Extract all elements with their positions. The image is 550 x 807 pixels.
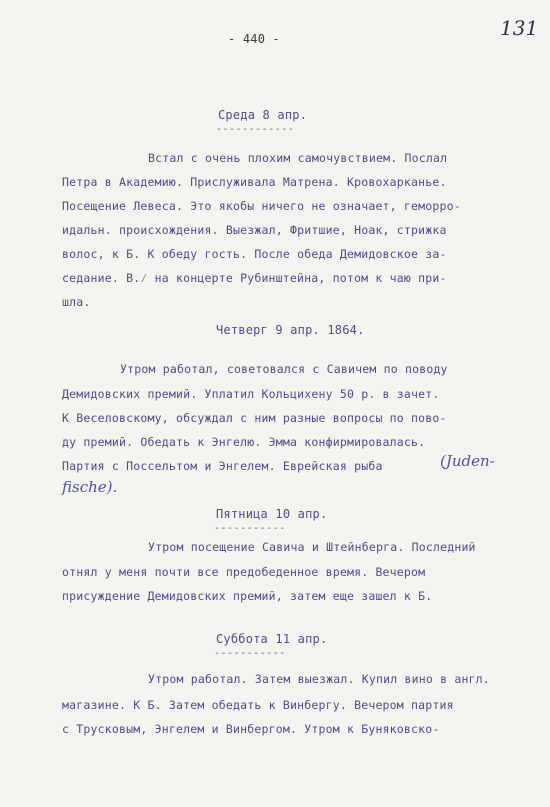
handwritten-note: fische).	[62, 478, 118, 496]
text-line: Демидовских премий. Уплатил Кольцихену 50 р. в зачет.	[62, 387, 440, 401]
entry-heading: Пятница 10 апр.	[216, 507, 328, 521]
page-number: - 440 -	[228, 32, 280, 46]
text-line: К Веселовскому, обсуждал с ним разные вопросы по пово-	[62, 411, 447, 425]
text-line: Утром работал, советовался с Савичем по поводу	[120, 362, 448, 376]
text-line: присуждение Демидовских премий, затем еще зашел к Б.	[62, 589, 433, 603]
text-line: Утром посещение Савича и Штейнберга. Последний	[148, 540, 476, 554]
text-line: седание. В.⁄ на концерте Рубинштейна, потом к чаю при-	[62, 271, 447, 285]
heading-underline: -----------	[214, 523, 286, 534]
text-line: Посещение Левеса. Это якобы ничего не означает, геморро-	[62, 199, 461, 213]
entry-heading: Четверг 9 апр. 1864.	[216, 323, 365, 337]
text-line: с Трусковым, Энгелем и Винбергом. Утром к Буняковско-	[62, 722, 440, 736]
entry-heading: Среда 8 апр.	[218, 108, 308, 122]
text-line: Встал с очень плохим самочувствием. Послал	[148, 151, 448, 165]
entry-heading: Суббота 11 апр.	[216, 632, 328, 646]
text-line: ду премий. Обедать к Энгелю. Эмма конфирмировалась.	[62, 435, 426, 449]
heading-underline: -----------	[214, 648, 286, 659]
folio-mark: 131	[500, 16, 539, 40]
text-line: Петра в Академию. Прислуживала Матрена. Кровохарканье.	[62, 175, 447, 189]
text-line: идальн. происхождения. Выезжал, Фритшие, Ноак, стрижка	[62, 223, 447, 237]
text-line: Утром работал. Затем выезжал. Купил вино в англ.	[148, 672, 490, 686]
text-line: отнял у меня почти все предобеденное время. Вечером	[62, 565, 426, 579]
text-line: волос, к Б. К обеду гость. После обеда Демидовское за-	[62, 247, 447, 261]
text-line: Партия с Посcельтом и Энгелем. Еврейская рыба	[62, 459, 383, 473]
heading-underline: ------------	[216, 124, 295, 135]
text-line: магазине. К Б. Затем обедать к Винбергу. Вечером партия	[62, 698, 454, 712]
text-line: шла.	[62, 295, 91, 309]
handwritten-note: (Juden-	[440, 452, 495, 470]
